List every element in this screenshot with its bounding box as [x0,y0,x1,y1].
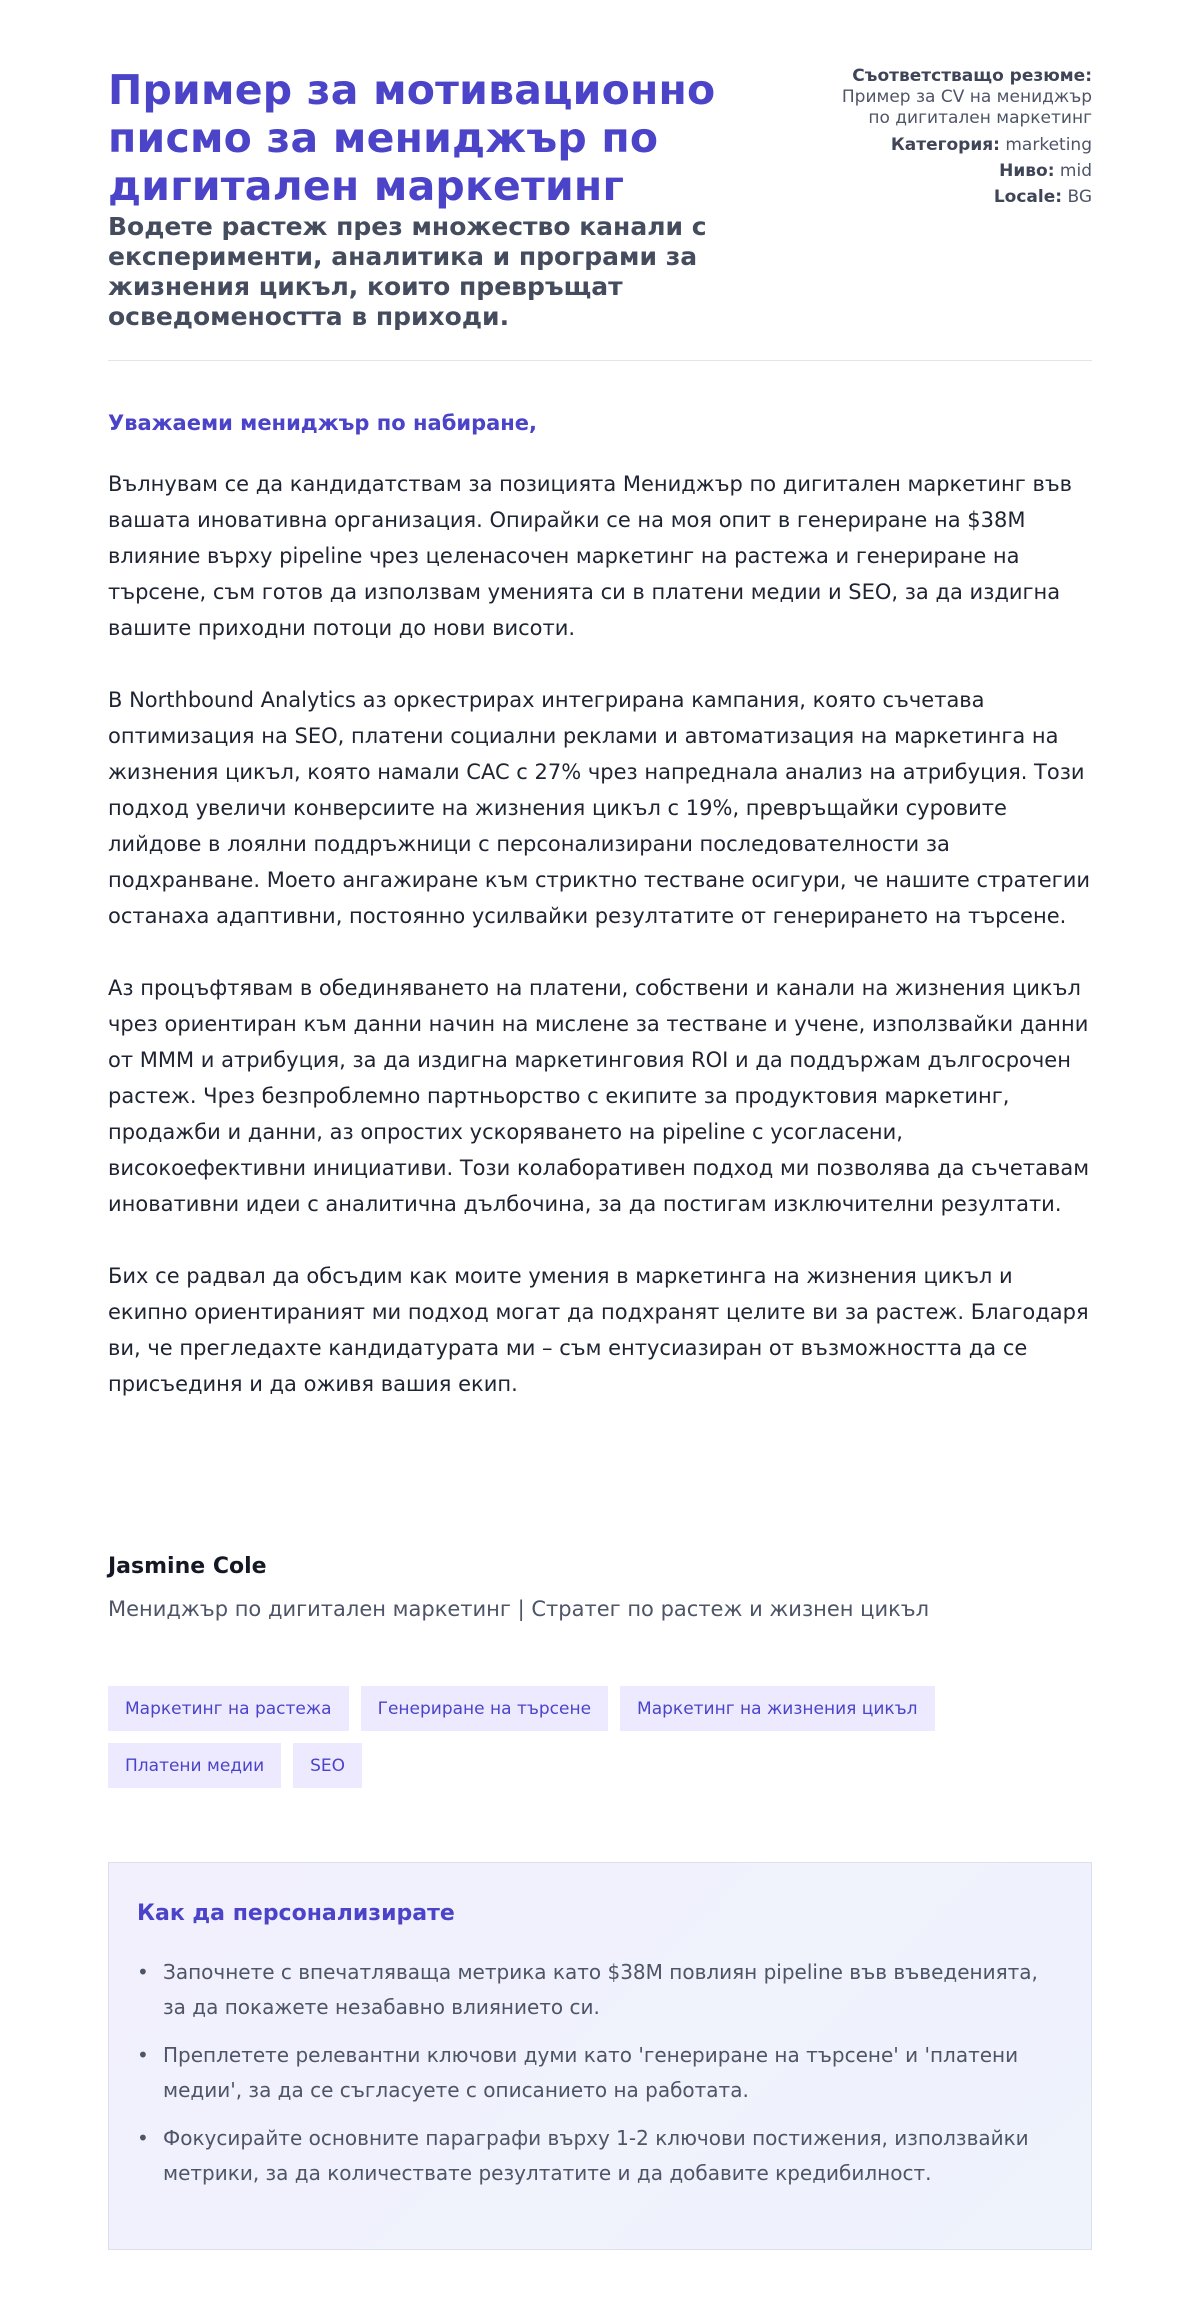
letter-body [108,466,1098,1438]
letter-paragraph: В Northbound Analytics аз оркестрирах интегрирана кампания, която съчетава оптимизация на SEO, платени социални реклами и автоматизация на маркетинга на жизнения цикъл, която намали CAC с 27% чрез напреднала анализ на атрибуция. Този подход увеличи конверсиите на жизнения цикъл с 19%, превръщайки суровите лийдове в лоялни поддръжници с персонализирани последователности за подхранване. Моето ангажиране към стриктно тестване осигури, че нашите стратегии останаха адаптивни, постоянно усилвайки резултатите от генерирането на търсене. [108,688,1090,928]
letter-paragraph: Аз процъфтявам в обединяването на платени, собствени и канали на жизнения цикъл чрез ориентиран към данни начин на мислене за тестване и учене, използвайки данни от MMM и атрибуция, за да издигна маркетинговия ROI и да поддържам дългосрочен растеж. Чрез безпроблемно партньорство с екипите за продуктовия маркетинг, продажби и данни, аз опростих ускоряването на pipeline с усогласени, високоефективни инициативи. Този колаборативен подход ми позволява да съчетавам иновативни идеи с аналитична дълбочина, за да постигам изключителни резултати. [108,976,1090,1216]
customize-tips-box [108,1862,1092,2250]
tips-list [137,1955,1063,2191]
tips-list-item: • Започнете с впечатляваща метрика като $38M повлиян pipeline във въведенията, за да покажете незабавно влиянието си. [163,1955,1063,2025]
meta-category-label: Категория: [890,135,1000,155]
tips-list-item: • Фокусирайте основните параграфи върху 1-2 ключови постижения, използвайки метрики, за да количествате резултатите и да добавите кредибилност. [163,2121,1063,2191]
meta-level-value: mid [1059,161,1092,181]
meta-locale-value: BG [1067,187,1092,207]
header-divider [108,360,1092,361]
meta-category [832,135,1092,156]
skill-tags [108,1686,1092,1788]
tips-list-item: • Преплетете релевантни ключови думи като 'генериране на търсене' и 'платени медии', за да се съгласуете с описанието на работата. [163,2038,1063,2108]
letter-paragraph: Бих се радвал да обсъдим как моите умения в маркетинга на жизнения цикъл и екипно ориентираният ми подход могат да подхранят целите ви за растеж. Благодаря ви, че прегледахте кандидатурата ми – съм ентусиазиран от възможността да се присъединя и да оживя вашия екип. [108,1264,1089,1396]
meta-level-label: Ниво: [999,161,1055,181]
meta-level [832,161,1092,182]
meta-resume [832,66,1092,129]
title-block [108,66,748,332]
meta-locale [832,187,1092,208]
meta-category-value: marketing [1005,135,1092,155]
signature-role: Мениджър по дигитален маркетинг | Стратег по растеж и жизнен цикъл [108,1597,930,1621]
meta-panel [832,66,1092,213]
signature-name: Jasmine Cole [108,1554,267,1579]
skill-tag[interactable]: Генериране на търсене [361,1686,608,1731]
page-subtitle: Водете растеж през множество канали с експерименти, аналитика и програми за жизнения цикъл, които превръщат осведомеността в приходи. [108,212,707,331]
skill-tag[interactable]: SEO [293,1743,362,1788]
skill-tag[interactable]: Маркетинг на растежа [108,1686,349,1731]
skill-tag[interactable]: Платени медии [108,1743,281,1788]
tips-title: Как да персонализирате [137,1901,455,1926]
meta-resume-link[interactable]: Пример за CV на мениджър по дигитален маркетинг [841,87,1092,128]
page-header [108,66,1092,362]
skill-tag[interactable]: Маркетинг на жизнения цикъл [620,1686,934,1731]
meta-resume-label: Съответстващо резюме: [852,66,1092,86]
letter-greeting: Уважаеми мениджър по набиране, [108,411,538,435]
page-title: Пример за мотивационно писмо за мениджър по дигитален маркетинг [108,66,716,210]
letter-paragraph: Вълнувам се да кандидатствам за позицията Мениджър по дигитален маркетинг във вашата иновативна организация. Опирайки се на моя опит в генериране на $38M влияние върху pipeline чрез целенасочен маркетинг на растежа и генериране на търсене, съм готов да използвам уменията си в платени медии и SEO, за да издигна вашите приходни потоци до нови висоти. [108,472,1073,640]
meta-locale-label: Locale: [993,187,1063,207]
